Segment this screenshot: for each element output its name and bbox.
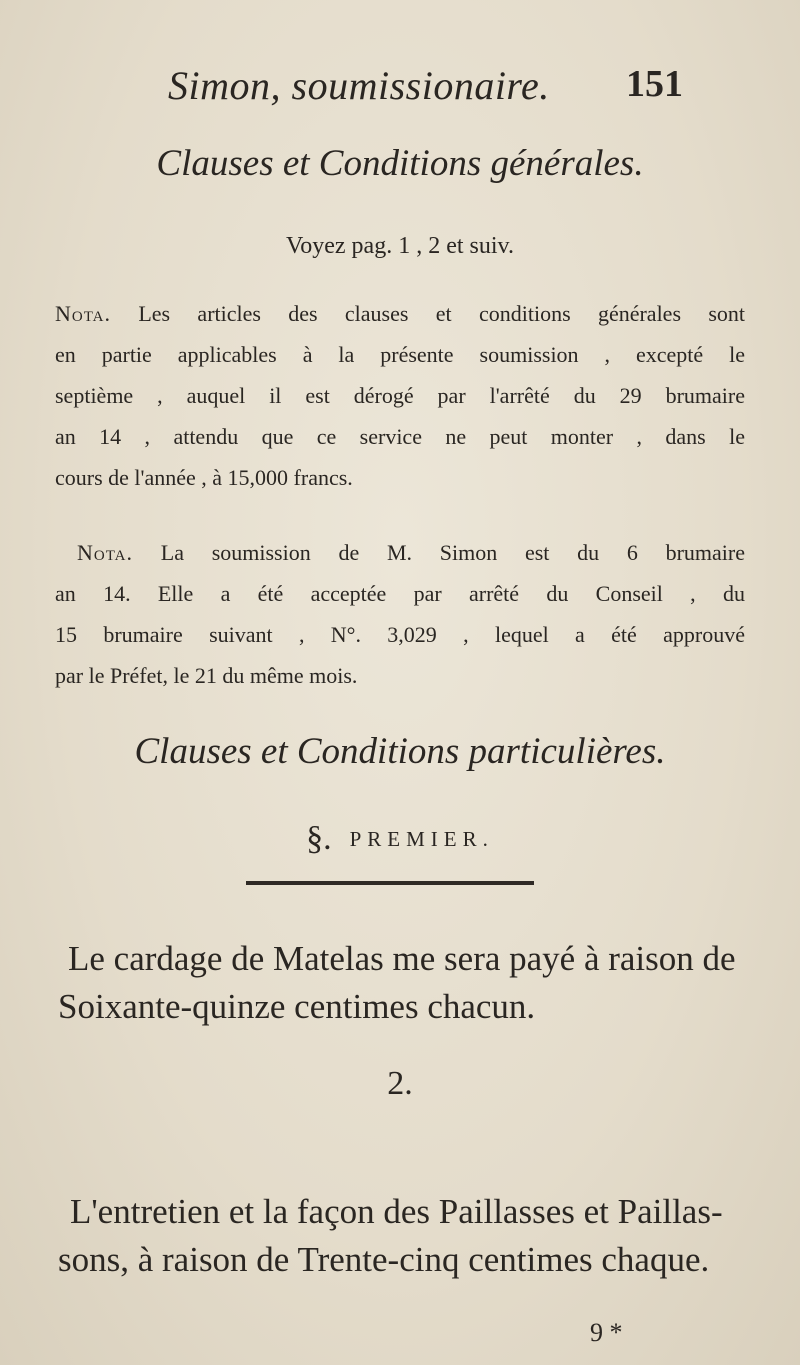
running-title: Simon, soumissionaire.	[168, 63, 550, 108]
article-1-line-1: Le cardage de Matelas me sera payé à raison de	[68, 939, 736, 978]
note-2-line-1: Nota. La soumission de M. Simon est du 6 brumaire	[77, 540, 746, 565]
running-head	[0, 62, 800, 112]
page-number: 151	[626, 63, 683, 105]
article-2-number: 2.	[387, 1065, 413, 1102]
note-2-line-4: par le Préfet, le 21 du même mois.	[55, 663, 358, 688]
paragraph-label: PREMIER.	[349, 827, 494, 851]
general-clauses-title: Clauses et Conditions générales.	[156, 143, 644, 184]
article-2-line-1: L'entretien et la façon des Paillasses et Paillas-	[70, 1192, 723, 1231]
particular-clauses-title: Clauses et Conditions particulières.	[134, 731, 666, 772]
note-1-line-5: cours de l'année , à 15,000 francs.	[55, 465, 353, 490]
note-2-label: Nota.	[77, 540, 134, 565]
note-1	[55, 293, 745, 498]
note-1-line-2: en partie applicables à la présente soumission , excepté le	[55, 342, 745, 367]
article-1	[58, 935, 748, 1031]
article-1-line-2: Soixante-quinze centimes chacun.	[58, 987, 536, 1026]
note-2	[55, 532, 745, 696]
horizontal-rule	[246, 881, 534, 885]
article-2-line-2: sons, à raison de Trente-cinq centimes chaque.	[58, 1240, 710, 1279]
note-1-line-4: an 14 , attendu que ce service ne peut monter , dans le	[55, 424, 745, 449]
section-symbol: §.	[306, 820, 332, 857]
note-2-line-2: an 14. Elle a été acceptée par arrêté du Conseil , du	[55, 581, 745, 606]
see-pages-reference: Voyez pag. 1 , 2 et suiv.	[286, 233, 514, 259]
note-1-line-1: Nota. Les articles des clauses et conditions générales sont	[55, 301, 745, 326]
signature-mark: 9 *	[590, 1318, 623, 1347]
note-1-label: Nota.	[55, 301, 112, 326]
note-1-line-3: septième , auquel il est dérogé par l'arrêté du 29 brumaire	[55, 383, 745, 408]
note-2-line-3: 15 brumaire suivant , N°. 3,029 , lequel a été approuvé	[55, 622, 745, 647]
article-2	[58, 1188, 748, 1284]
paragraph-heading	[0, 820, 800, 858]
